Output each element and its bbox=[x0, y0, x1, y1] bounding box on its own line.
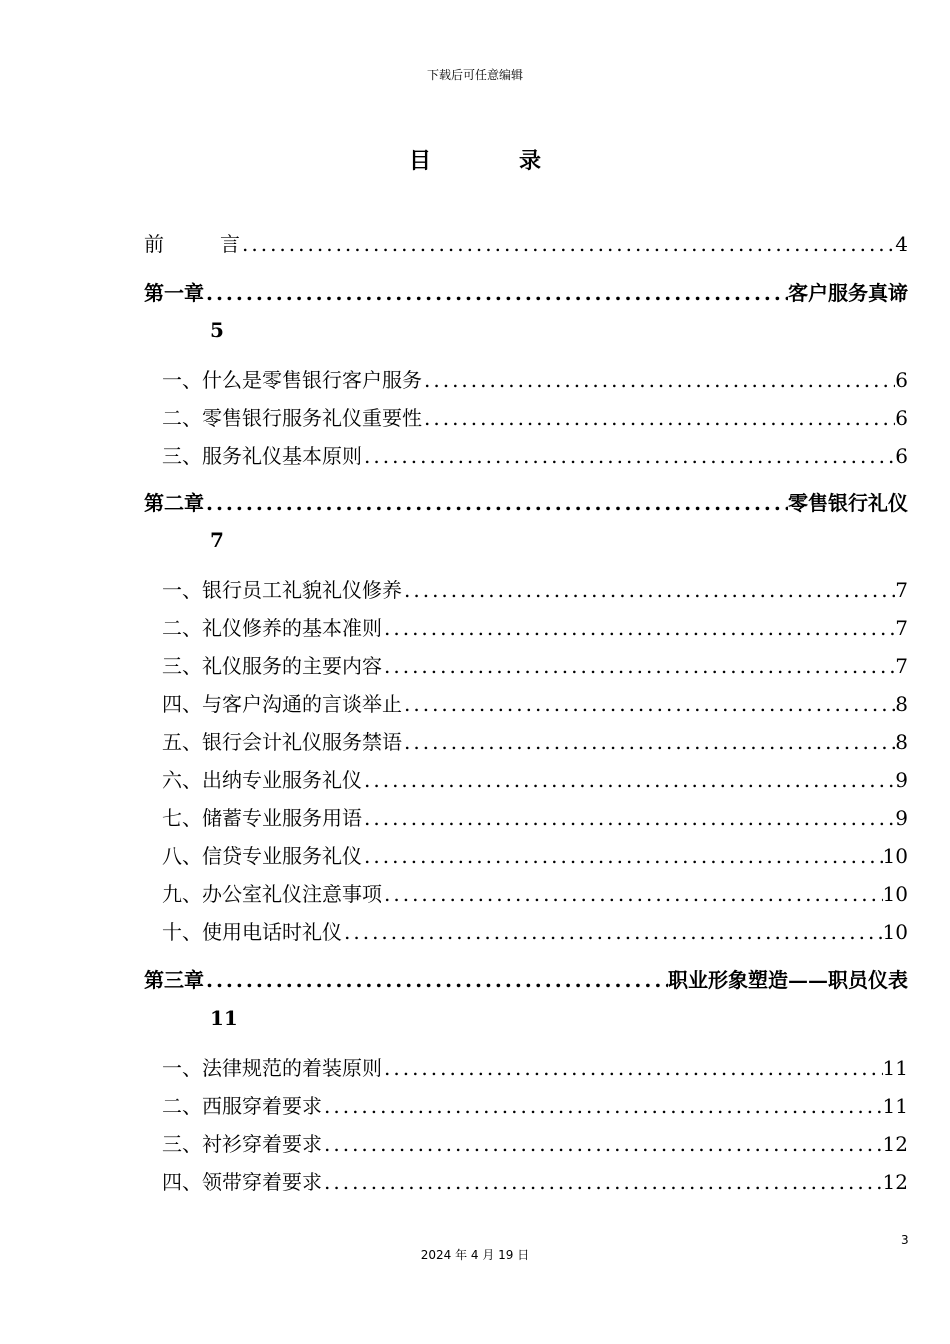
toc-entry[interactable] bbox=[162, 1128, 908, 1158]
chapter-title: 客户服务真谛 bbox=[788, 281, 908, 305]
toc-entry-label: 一、法律规范的着装原则 bbox=[162, 1056, 382, 1080]
toc-entry[interactable] bbox=[162, 1166, 908, 1196]
chapter-page: 7 bbox=[210, 528, 224, 552]
leader-dots bbox=[322, 1094, 883, 1118]
toc-entry[interactable] bbox=[162, 802, 908, 832]
leader-dots bbox=[362, 444, 895, 468]
toc-entry-label: 七、储蓄专业服务用语 bbox=[162, 806, 362, 830]
toc-entry-label: 八、信贷专业服务礼仪 bbox=[162, 844, 362, 868]
toc-entry[interactable] bbox=[162, 1052, 908, 1082]
leader-dots bbox=[382, 1056, 883, 1080]
leader-dots bbox=[402, 578, 895, 602]
leader-dots bbox=[204, 968, 668, 992]
toc-entry-label: 三、服务礼仪基本原则 bbox=[162, 444, 362, 468]
toc-entry-label: 一、银行员工礼貌礼仪修养 bbox=[162, 578, 402, 602]
toc-entry[interactable] bbox=[162, 650, 908, 680]
toc-entry-page: 6 bbox=[895, 444, 908, 468]
footer-date: 2024 年 4 月 19 日 bbox=[420, 1248, 530, 1262]
toc-entry-page: 10 bbox=[882, 920, 908, 944]
toc-entry-label: 四、领带穿着要求 bbox=[162, 1170, 322, 1194]
leader-dots bbox=[204, 491, 788, 515]
toc-entry-label: 五、银行会计礼仪服务禁语 bbox=[162, 730, 402, 754]
leader-dots bbox=[382, 616, 895, 640]
leader-dots bbox=[322, 1132, 883, 1156]
toc-entry[interactable] bbox=[162, 612, 908, 642]
toc-entry-page: 8 bbox=[895, 730, 908, 754]
toc-entry[interactable] bbox=[162, 402, 908, 432]
toc-entry-page: 7 bbox=[895, 654, 908, 678]
toc-chapter-3[interactable] bbox=[144, 964, 908, 994]
toc-entry[interactable] bbox=[162, 878, 908, 908]
toc-entry-label: 二、零售银行服务礼仪重要性 bbox=[162, 406, 422, 430]
toc-entry[interactable] bbox=[162, 916, 908, 946]
toc-entry-label: 三、礼仪服务的主要内容 bbox=[162, 654, 382, 678]
chapter-label: 第二章 bbox=[144, 491, 204, 515]
leader-dots bbox=[382, 654, 895, 678]
toc-entry-page: 6 bbox=[895, 406, 908, 430]
chapter-label: 第一章 bbox=[144, 281, 204, 305]
toc-entry-label: 九、办公室礼仪注意事项 bbox=[162, 882, 382, 906]
toc-entry[interactable] bbox=[162, 726, 908, 756]
toc-entry-page: 8 bbox=[895, 692, 908, 716]
toc-title: 目录 bbox=[408, 148, 629, 174]
toc-entry-page: 7 bbox=[895, 616, 908, 640]
leader-dots bbox=[382, 882, 883, 906]
toc-entry[interactable] bbox=[162, 688, 908, 718]
leader-dots bbox=[342, 920, 883, 944]
toc-entry-page: 6 bbox=[895, 368, 908, 392]
toc-entry-preface[interactable] bbox=[144, 228, 908, 258]
leader-dots bbox=[322, 1170, 883, 1194]
chapter-page: 5 bbox=[210, 318, 224, 342]
leader-dots bbox=[204, 281, 788, 305]
toc-entry[interactable] bbox=[162, 440, 908, 470]
toc-entry-page: 4 bbox=[895, 232, 908, 256]
toc-entry-label: 一、什么是零售银行客户服务 bbox=[162, 368, 422, 392]
toc-entry-page: 10 bbox=[882, 844, 908, 868]
chapter-page: 11 bbox=[210, 1006, 238, 1030]
toc-entry-page: 11 bbox=[882, 1056, 908, 1080]
toc-entry-page: 7 bbox=[895, 578, 908, 602]
toc-entry-label: 三、衬衫穿着要求 bbox=[162, 1132, 322, 1156]
toc-entry-page: 12 bbox=[882, 1132, 908, 1156]
toc-entry-page: 11 bbox=[882, 1094, 908, 1118]
leader-dots bbox=[362, 768, 895, 792]
toc-entry[interactable] bbox=[162, 1090, 908, 1120]
chapter-title: 职业形象塑造——职员仪表 bbox=[668, 968, 908, 992]
toc-entry-label: 十、使用电话时礼仪 bbox=[162, 920, 342, 944]
toc-entry-label: 前 言 bbox=[144, 232, 240, 256]
toc-entry-page: 10 bbox=[882, 882, 908, 906]
toc-entry-page: 9 bbox=[895, 806, 908, 830]
toc-entry[interactable] bbox=[162, 574, 908, 604]
leader-dots bbox=[362, 806, 895, 830]
page-number: 3 bbox=[901, 1233, 909, 1247]
toc-entry-label: 二、礼仪修养的基本准则 bbox=[162, 616, 382, 640]
leader-dots bbox=[422, 368, 895, 392]
chapter-title: 零售银行礼仪 bbox=[788, 491, 908, 515]
toc-entry-label: 六、出纳专业服务礼仪 bbox=[162, 768, 362, 792]
toc-chapter-2[interactable] bbox=[144, 487, 908, 517]
toc-chapter-1[interactable] bbox=[144, 277, 908, 307]
leader-dots bbox=[402, 692, 895, 716]
leader-dots bbox=[422, 406, 895, 430]
toc-entry-page: 9 bbox=[895, 768, 908, 792]
leader-dots bbox=[402, 730, 895, 754]
leader-dots bbox=[362, 844, 883, 868]
header-note: 下载后可任意编辑 bbox=[426, 68, 523, 82]
toc-entry-label: 二、西服穿着要求 bbox=[162, 1094, 322, 1118]
toc-entry[interactable] bbox=[162, 364, 908, 394]
chapter-label: 第三章 bbox=[144, 968, 204, 992]
leader-dots bbox=[240, 232, 895, 256]
toc-entry[interactable] bbox=[162, 840, 908, 870]
toc-entry-label: 四、与客户沟通的言谈举止 bbox=[162, 692, 402, 716]
toc-entry-page: 12 bbox=[882, 1170, 908, 1194]
toc-entry[interactable] bbox=[162, 764, 908, 794]
